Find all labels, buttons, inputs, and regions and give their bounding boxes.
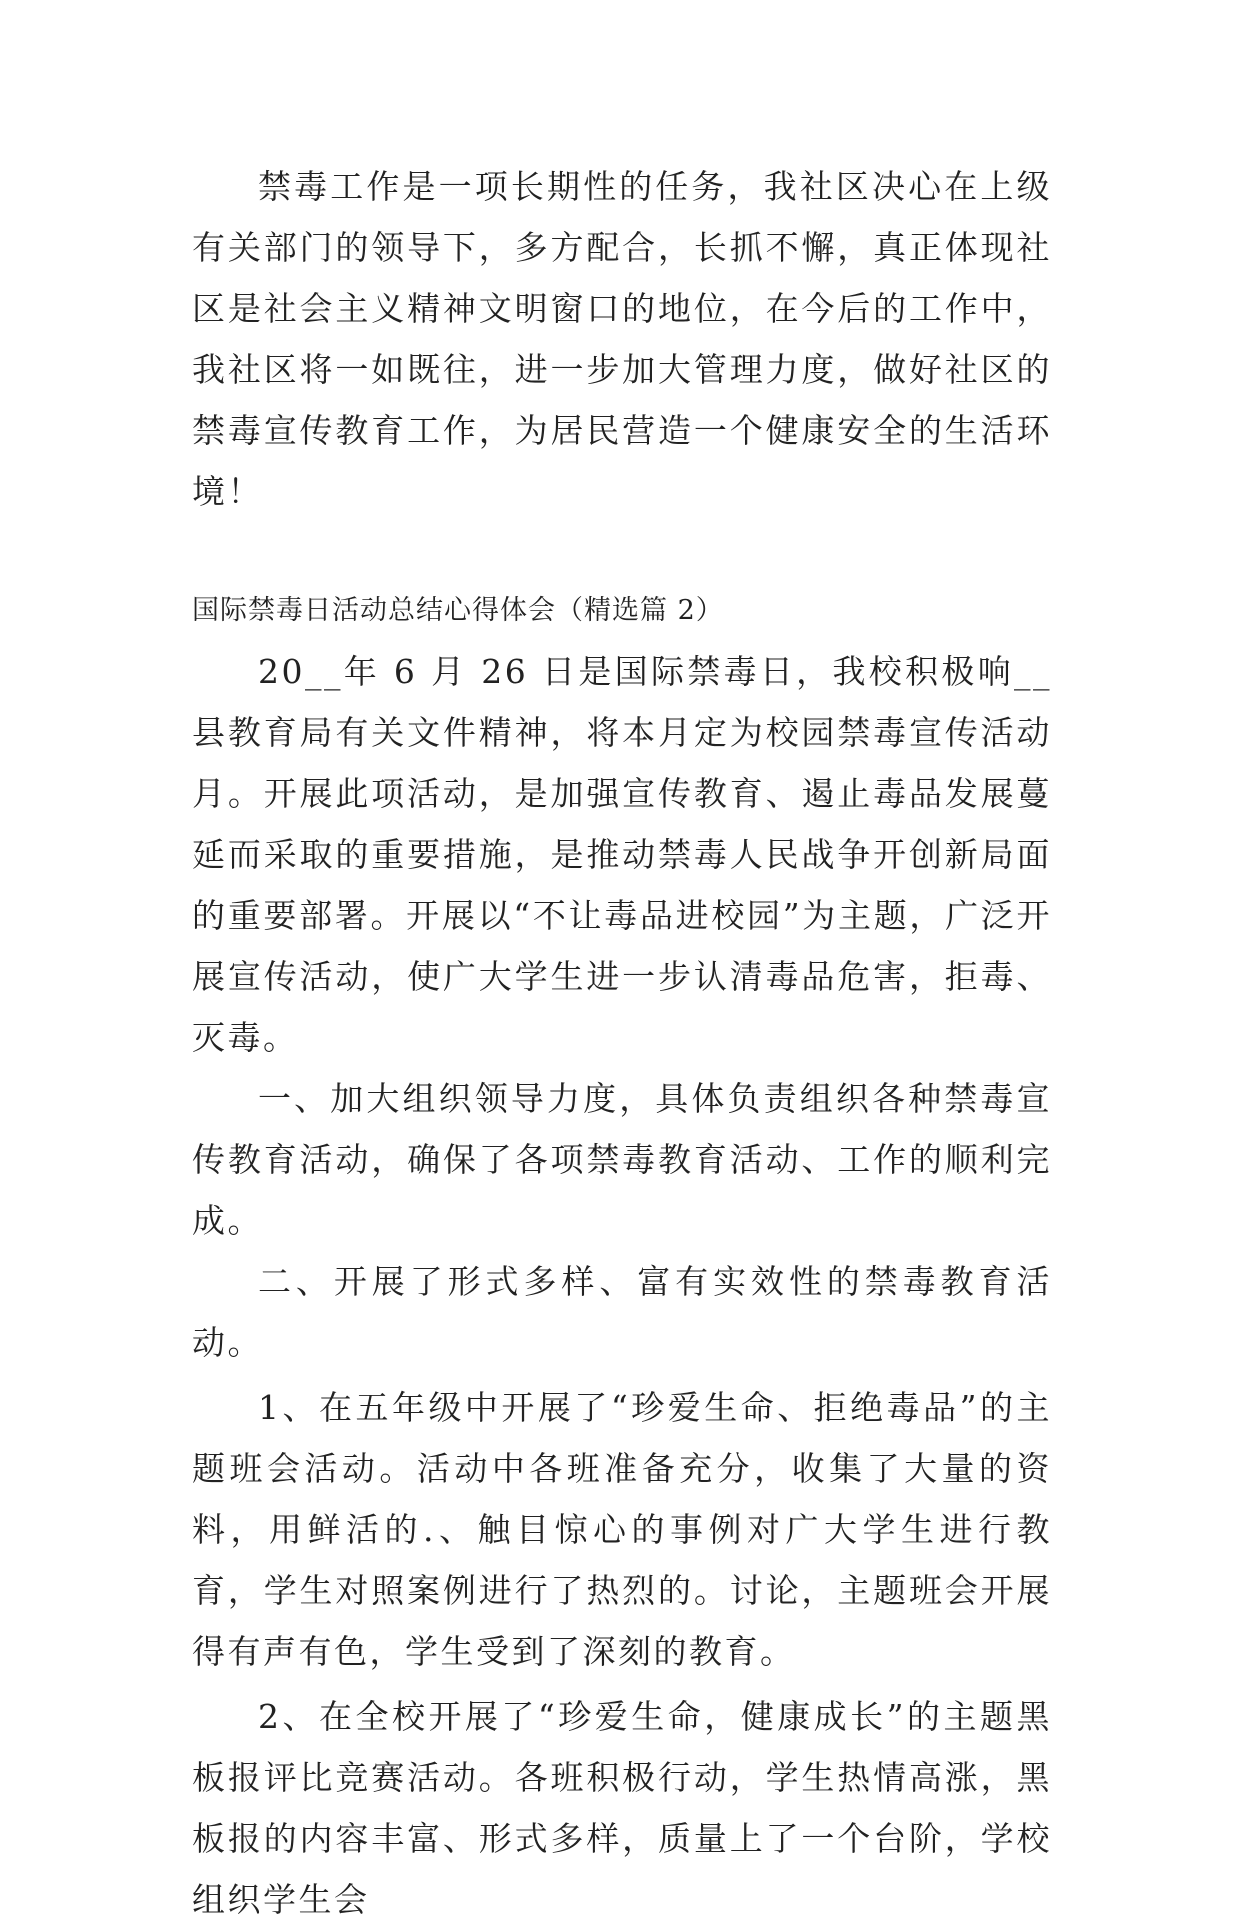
paragraph-item-1: 1、在五年级中开展了“珍爱生命、拒绝毒品”的主题班会活动。活动中各班准备充分，收集了大量的资料，用鲜活的.、触目惊心的事例对广大学生进行教育，学生对照案例进行了热烈的。讨论，主题班会开展得有声有色，学生受到了深刻的教育。 — [192, 1388, 1052, 1671]
paragraph-item-2: 2、在全校开展了“珍爱生命，健康成长”的主题黑板报评比竞赛活动。各班积极行动，学生热情高涨，黑板报的内容丰富、形式多样，质量上了一个台阶，学校组织学生会 — [192, 1697, 1052, 1919]
section-heading: 国际禁毒日活动总结心得体会（精选篇 2） — [192, 595, 724, 626]
paragraph-point-one: 一、加大组织领导力度，具体负责组织各种禁毒宣传教育活动，确保了各项禁毒教育活动、工作的顺利完成。 — [192, 1079, 1052, 1240]
paragraph-point-two: 二、开展了形式多样、富有实效性的禁毒教育活动。 — [192, 1262, 1052, 1362]
document-body — [192, 156, 1052, 1930]
paragraph-conclusion: 禁毒工作是一项长期性的任务，我社区决心在上级有关部门的领导下，多方配合，长抓不懈，真正体现社区是社会主义精神文明窗口的地位，在今后的工作中，我社区将一如既往，进一步加大管理力度，做好社区的禁毒宣传教育工作，为居民营造一个健康安全的生活环境！ — [192, 167, 1052, 511]
paragraph-intro: 20__年 6 月 26 日是国际禁毒日，我校积极响__县教育局有关文件精神，将本月定为校园禁毒宣传活动月。开展此项活动，是加强宣传教育、遏止毒品发展蔓延而采取的重要措施，是推动禁毒人民战争开创新局面的重要部署。开展以“不让毒品进校园”为主题，广泛开展宣传活动，使广大学生进一步认清毒品危害，拒毒、灭毒。 — [192, 652, 1052, 1057]
